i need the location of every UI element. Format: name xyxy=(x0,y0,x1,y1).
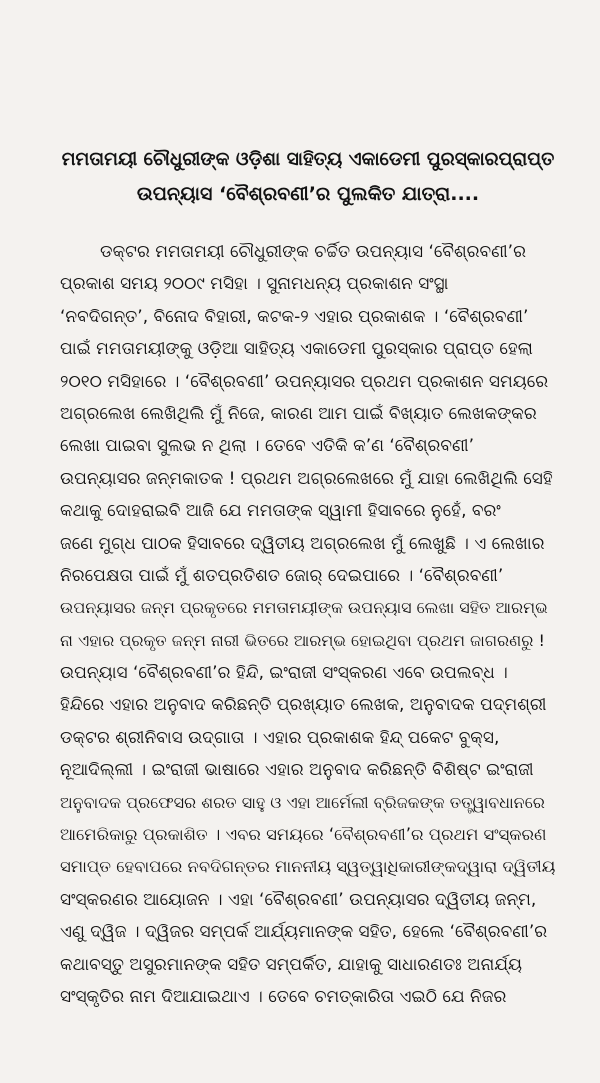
body-line: ସଂସ୍କରଣର ଆୟୋଜନ । ଏହା ‘ବୈଶ୍ରବଣୀ’ ଉପନ୍ୟାସର ଦ୍ୱିତୀୟ ଜନ୍ମ, xyxy=(60,889,537,910)
body-line: ୨୦୧୦ ମସିହାରେ । ‘ବୈଶ୍ରବଣୀ’ ଉପନ୍ୟାସର ପ୍ରଥମ ପ୍ରକାଶନ ସମୟରେ xyxy=(60,371,549,392)
body-line: ‘ନବଦିଗନ୍ତ’, ବିନୋଦ ବିହାରୀ, କଟକ-୨ ଏହାର ପ୍ରକାଶକ । ‘ବୈଶ୍ରବଣୀ’ xyxy=(60,306,529,327)
article-title xyxy=(60,142,556,212)
body-line: ଡକ୍ଟର ଶ୍ରୀନିବାସ ଉଦ୍‌ଗାତା । ଏହାର ପ୍ରକାଶକ ହିନ୍ଦ୍ ପକେଟ ବୁକ୍ସ, xyxy=(60,727,500,748)
body-line: ଲେଖା ପାଇବା ସୁଲଭ ନ ଥିଲା । ତେବେ ଏତିକି କ’ଣ ‘ବୈଶ୍ରବଣୀ’ xyxy=(60,436,474,457)
body-line: ଉପନ୍ୟାସର ଜନ୍ମକାତକ ! ପ୍ରଥମ ଅଗ୍ରଲେଖରେ ମୁଁ ଯାହା ଲେଖିଥିଲି ସେହି xyxy=(60,468,553,489)
body-line: ସଂସ୍କୃତିର ନାମ ଦିଆଯାଇଥାଏ । ତେବେ ଚମତ୍କାରିତା ଏଇଠି ଯେ ନିଜର xyxy=(60,986,507,1007)
body-line: କଥାକୁ ଦୋହରାଇବି ଆଜି ଯେ ମମତାଙ୍କ ସ୍ୱାମୀ ହିସାବରେ ନୁହେଁ, ବରଂ xyxy=(60,501,501,522)
body-line: ନିରପେକ୍ଷତା ପାଇଁ ମୁଁ ଶତପ୍ରତିଶତ ଜୋର୍ ଦେଇପାରେ । ‘ବୈଶ୍ରବଣୀ’ xyxy=(60,565,504,586)
body-line: ଉପନ୍ୟାସର ଜନ୍ମ ପ୍ରକୃତରେ ମମତାମୟୀଙ୍କ ଉପନ୍ୟାସ ଲେଖା ସହିତ ଆରମ୍ଭ xyxy=(60,598,548,618)
body-line: ହିନ୍ଦିରେ ଏହାର ଅନୁବାଦ କରିଛନ୍ତି ପ୍ରଖ୍ୟାତ ଲେଖକ, ଅନୁବାଦକ ପଦ୍ମଶ୍ରୀ xyxy=(60,695,547,716)
title-line-2: ଉପନ୍ୟାସ ‘ବୈଶ୍ରବଣୀ’ର ପୁଲକିତ ଯାତ୍ରା.... xyxy=(136,183,480,205)
body-line: କଥାବସ୍ତୁ ଅସୁରମାନଙ୍କ ସହିତ ସମ୍ପର୍କିତ, ଯାହାକୁ ସାଧାରଣତଃ ଅନାର୍ଯ୍ୟ xyxy=(60,954,523,975)
body-line: ଜଣେ ମୁଗ୍ଧ ପାଠକ ହିସାବରେ ଦ୍ୱିତୀୟ ଅଗ୍ରଲେଖ ମୁଁ ଲେଖୁଛି । ଏ ଲେଖାର xyxy=(60,533,545,554)
body-line: ଉପନ୍ୟାସ ‘ବୈଶ୍ରବଣୀ’ର ହିନ୍ଦି, ଇଂରାଜୀ ସଂସ୍କରଣ ଏବେ ଉପଲବ୍ଧ । xyxy=(60,663,508,684)
body-line: ପ୍ରକାଶ ସମୟ ୨୦୦୯ ମସିହା । ସୁନାମଧନ୍ୟ ପ୍ରକାଶନ ସଂସ୍ଥା xyxy=(60,274,449,295)
body-line: ଅଗ୍ରଲେଖ ଲେଖିଥିଲି ମୁଁ ନିଜେ, କାରଣ ଆମ ପାଇଁ ବିଖ୍ୟାତ ଲେଖକଙ୍କର xyxy=(60,403,537,424)
article-body xyxy=(60,236,556,1013)
body-line: ନା ଏହାର ପ୍ରକୃତ ଜନ୍ମ ନାରୀ ଭିତରେ ଆରମ୍ଭ ହୋଇଥିବା ପ୍ରଥମ ଜାଗରଣରୁ ! xyxy=(60,630,545,650)
body-line: ଆମେରିକାରୁ ପ୍ରକାଶିତ । ଏବର ସମୟରେ ‘ବୈଶ୍ରବଣୀ’ର ପ୍ରଥମ ସଂସ୍କରଣ xyxy=(60,825,547,845)
body-line: ସମାପ୍ତ ହେବାପରେ ନବଦିଗନ୍ତର ମାନନୀୟ ସ୍ୱତ୍ୱାଧିକାରୀଙ୍କଦ୍ୱାରା ଦ୍ୱିତୀୟ xyxy=(60,857,556,877)
title-line-1: ମମତାମୟୀ ଚୌଧୁରୀଙ୍କ ଓଡ଼ିଶା ସାହିତ୍ୟ ଏକାଡେମୀ ପୁରସ୍କାରପ୍ରାପ୍ତ xyxy=(61,149,555,170)
body-line: ଅନୁବାଦକ ପ୍ରଫେସର ଶରତ ସାହୁ ଓ ଏହା ଆର୍ମେଲୀ ବ୍ରିଜକଙ୍କ ତତ୍ତ୍ୱାବଧାନରେ xyxy=(60,792,545,812)
body-line: ଡକ୍ଟର ମମତାମୟୀ ଚୌଧୁରୀଙ୍କ ଚର୍ଚ୍ଚିତ ଉପନ୍ୟାସ ‘ବୈଶ୍ରବଣୀ’ର xyxy=(100,242,526,262)
body-line: ପାଇଁ ମମତାମୟୀଙ୍କୁ ଓଡ଼ିଆ ସାହିତ୍ୟ ଏକାଡେମୀ ପୁରସ୍କାର ପ୍ରାପ୍ତ ହେଲା xyxy=(60,339,533,360)
body-line: ନୂଆଦିଲ୍ଲୀ । ଇଂରାଜୀ ଭାଷାରେ ଏହାର ଅନୁବାଦ କରିଛନ୍ତି ବିଶିଷ୍ଟ ଇଂରାଜୀ xyxy=(60,760,534,781)
body-line: ଏଣୁ ଦ୍ୱିଜ । ଦ୍ୱିଜର ସମ୍ପର୍କ ଆର୍ଯ୍ୟମାନଙ୍କ ସହିତ, ହେଲେ ‘ବୈଶ୍ରବଣୀ’ର xyxy=(60,922,548,943)
